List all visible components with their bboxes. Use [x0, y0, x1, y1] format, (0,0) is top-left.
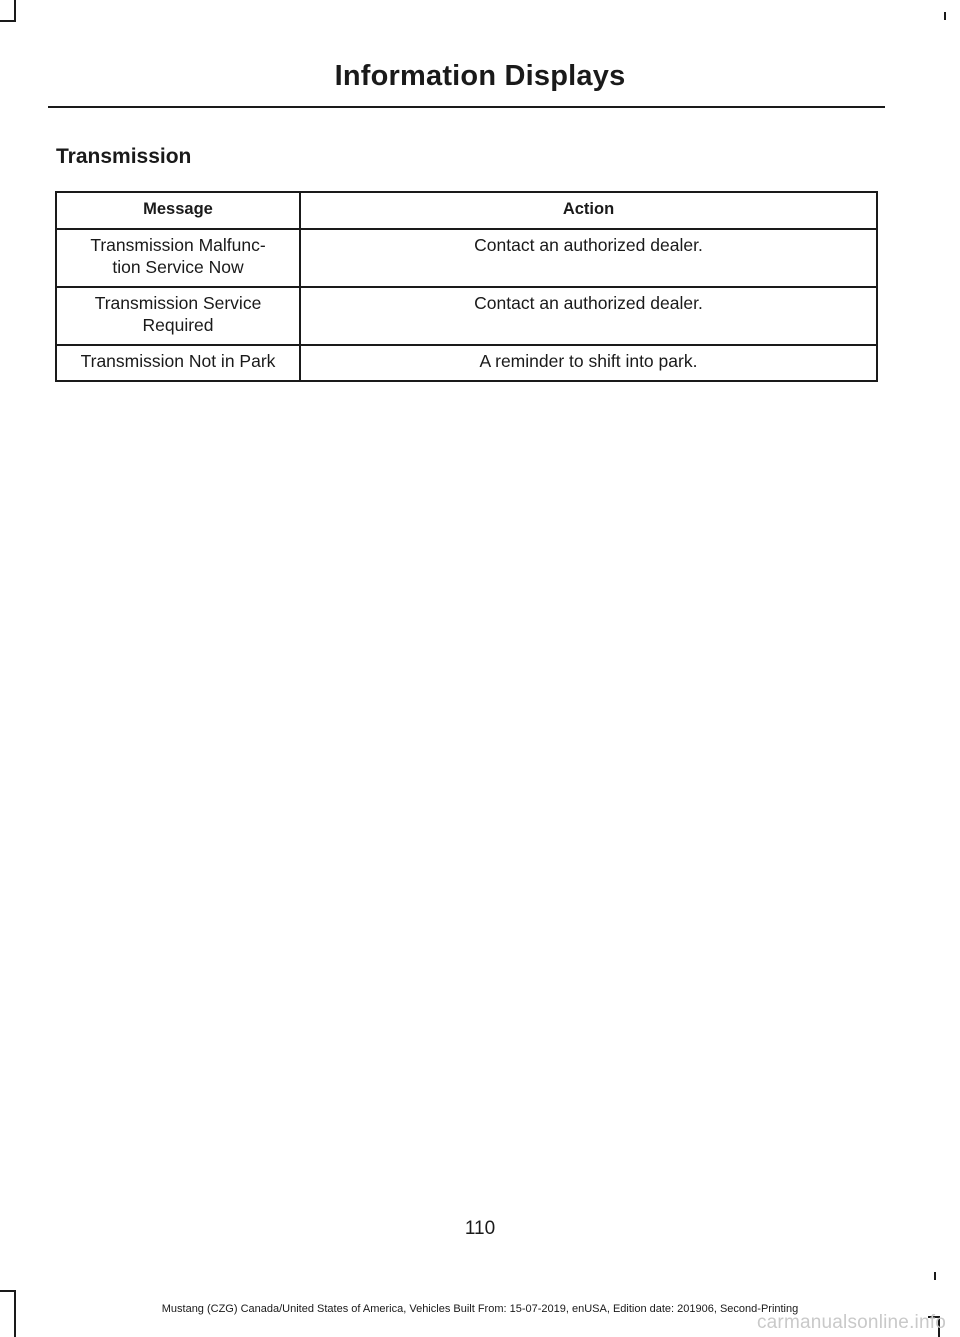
message-text: Transmission Malfunc- tion Service Now [90, 235, 266, 277]
footer-text: Mustang (CZG) Canada/United States of America, Vehicles Built From: 15-07-2019, enUSA, Edition date: 201906, Second-Printing [161, 1303, 799, 1315]
message-cell [56, 229, 300, 287]
column-header-action: Action [300, 192, 877, 229]
crop-mark-top-left [14, 0, 16, 22]
section-title: Transmission [56, 145, 192, 168]
crop-mark-top-right [944, 12, 946, 20]
crop-mark-bottom-left [0, 1290, 16, 1292]
page-number: 110 [464, 1218, 496, 1239]
message-cell: Transmission Not in Park [56, 345, 300, 381]
crop-mark-right [934, 1272, 936, 1280]
table-row [56, 345, 877, 381]
crop-mark-top-left [0, 20, 16, 22]
watermark: carmanualsonline.info [756, 1312, 946, 1333]
header-divider [48, 106, 885, 108]
action-cell: A reminder to shift into park. [300, 345, 877, 381]
column-header-message: Message [56, 192, 300, 229]
action-cell: Contact an authorized dealer. [300, 287, 877, 345]
message-cell [56, 287, 300, 345]
transmission-messages-table [55, 191, 878, 382]
table-row [56, 229, 877, 287]
table-row [56, 287, 877, 345]
table-header-row [56, 192, 877, 229]
message-text: Transmission Service Required [94, 293, 262, 335]
page-header-title: Information Displays [334, 60, 626, 92]
action-cell: Contact an authorized dealer. [300, 229, 877, 287]
